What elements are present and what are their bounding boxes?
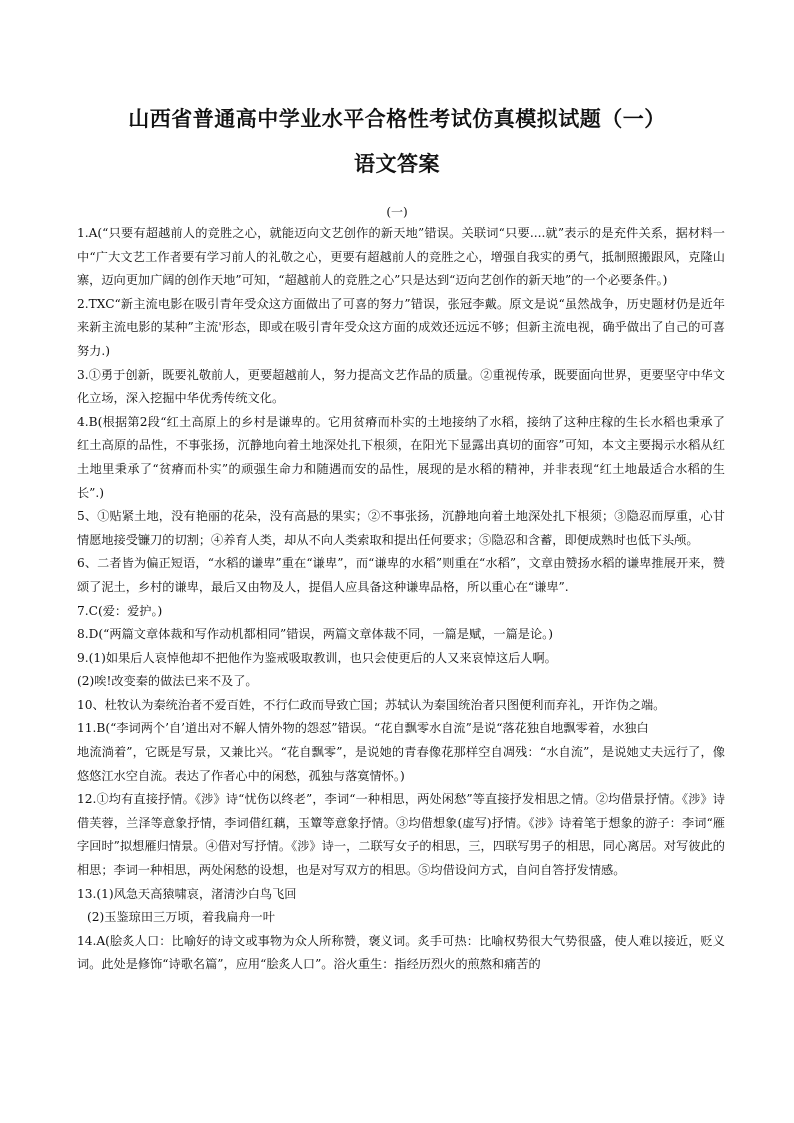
answer-1: 1.A(“只要有超越前人的竞胜之心，就能迈向文艺创作的新天地”错误。关联词“只要....就”表示的是充件关系，据材料一中“广大文艺工作者要有学习前人的礼敬之心，更要有超越前人的竞胜之心，增强自我实的勇气，抵制照搬跟风，克隆山寨，迈向更加广阔的创作天地”可知，“超越前人的竞胜之心”只是达到“迈向艺创作的新天地”的一个必要条件。) bbox=[77, 226, 725, 288]
answer-2: 2.TXC“新主流电影在吸引青年受众这方面做出了可喜的努力”错误，张冠李戴。原文是说“虽然战争，历史题材仍是近年来新主流电影的某种”主流'形态，即或在吸引青年受众这方面的成效还远远不够；但新主流电视，确乎做出了自己的可喜努力.) bbox=[77, 296, 725, 358]
answer-11-a: 11.B(“李词两个’自’道出对不解人情外物的怨怼”错误。“花自飘零水自流”是说“落花独自地飘零着，水独白 bbox=[77, 721, 649, 736]
answer-5: 5、①贴紧土地，没有艳丽的花朵，没有高悬的果实；②不事张扬，沉静地向着土地深处扎下根须；③隐忍而厚重，心甘情愿地接受镰刀的切割；④养育人类，却从不向人类索取和提出任何要求；⑤隐忍和含蓄，即便成熟时也低下头颅。 bbox=[77, 509, 725, 547]
page-title: 山西省普通高中学业水平合格性考试仿真模拟试题（一） bbox=[128, 107, 666, 131]
answer-6: 6、二者皆为偏正短语，“水稻的谦卑”重在“谦卑”，而“谦卑的水稻”则重在“水稻”，文章由赞扬水稻的谦卑推展开来，赞颂了泥土，乡村的谦卑，最后又由物及人，提倡人应具备这种谦卑品格，所以重心在“谦卑”. bbox=[77, 556, 725, 594]
answer-14: 14.A(脍炙人口：比喻好的诗文或事物为众人所称赞，褒义词。炙手可热：比喻权势很大气势很盛，使人难以接近，贬义词。此处是修饰“诗歌名篇”，应用“脍炙人口”。浴火重生：指经历烈火的煎熬和痛苦的 bbox=[77, 933, 725, 972]
answer-4: 4.B(根据第2段“红土高原上的乡村是谦卑的。它用贫瘠而朴实的土地接纳了水稻，接纳了这种庄稼的生长水稻也秉承了红土高原的品性，不事张扬，沉静地向着土地深处扎下根须，在阳光下显露出真切的面容”可知，本文主要揭示水稻从红土地里秉承了“贫瘠而朴实”的顽强生命力和随遇而安的品性，展现的是水稻的精神，并非表现“红土地最适合水稻的生长”.) bbox=[77, 414, 725, 500]
answer-13-1: 13.(1)风急天高猿啸哀，渚清沙白鸟飞回 bbox=[77, 886, 297, 901]
answer-8: 8.D(“两篇文章体裁和写作动机都相同”错误，两篇文章体裁不同，一篇是赋，一篇是论。) bbox=[77, 627, 554, 642]
section-label: (一) bbox=[386, 205, 408, 219]
answer-9-1: 9.(1)如果后人哀悼他却不把他作为鉴戒吸取教训，也只会使更后的人又来哀悼这后人啊。 bbox=[77, 650, 557, 665]
answer-9-2: (2)唉!改变秦的做法已来不及了。 bbox=[77, 674, 258, 689]
answer-10: 10、杜牧认为秦统治者不爱百姓，不行仁政而导致亡国；苏轼认为秦国统治者只图便利而弃礼，开诈伪之端。 bbox=[77, 697, 666, 712]
page-subtitle: 语文答案 bbox=[354, 152, 440, 176]
answer-list bbox=[77, 222, 725, 977]
answer-13-2: (2)玉鉴琼田三万顷，着我扁舟一叶 bbox=[87, 910, 275, 925]
answer-7: 7.C(爱：爱护。) bbox=[77, 603, 163, 618]
answer-3: 3.①勇于创新，既要礼敬前人，更要超越前人，努力提高文艺作品的质量。②重视传承，既要面向世界，更要坚守中华文化立场，深入挖掘中华优秀传统文化。 bbox=[77, 367, 725, 406]
answer-12: 12.①均有直接抒情。《涉》诗“忧伤以终老”，李词“一种相思，两处闲愁”等直接抒发相思之情。②均借景抒情。《涉》诗借芙蓉，兰泽等意象抒情，李词借红藕，玉簟等意象抒情。③均借想象(虚写)抒情。《涉》诗着笔于想象的游子：李词“雁字回时”拟想雁归情景。④借对写抒情。《涉》诗一，二联写女子的相思，三，四联写男子的相思，同心离居。对写彼此的相思；李词一种相思，两处闲愁的设想，也是对写双方的相思。⑤均借设问方式，自问自答抒发情感。 bbox=[77, 792, 725, 878]
answer-11-b: 地流淌着”，它既是写景，又兼比兴。“花自飘零”，是说她的青春像花那样空自凋残：“水自流”，是说她丈夫远行了，像悠悠江水空自流。表达了作者心中的闲愁，孤独与落寞情怀。) bbox=[77, 745, 725, 783]
